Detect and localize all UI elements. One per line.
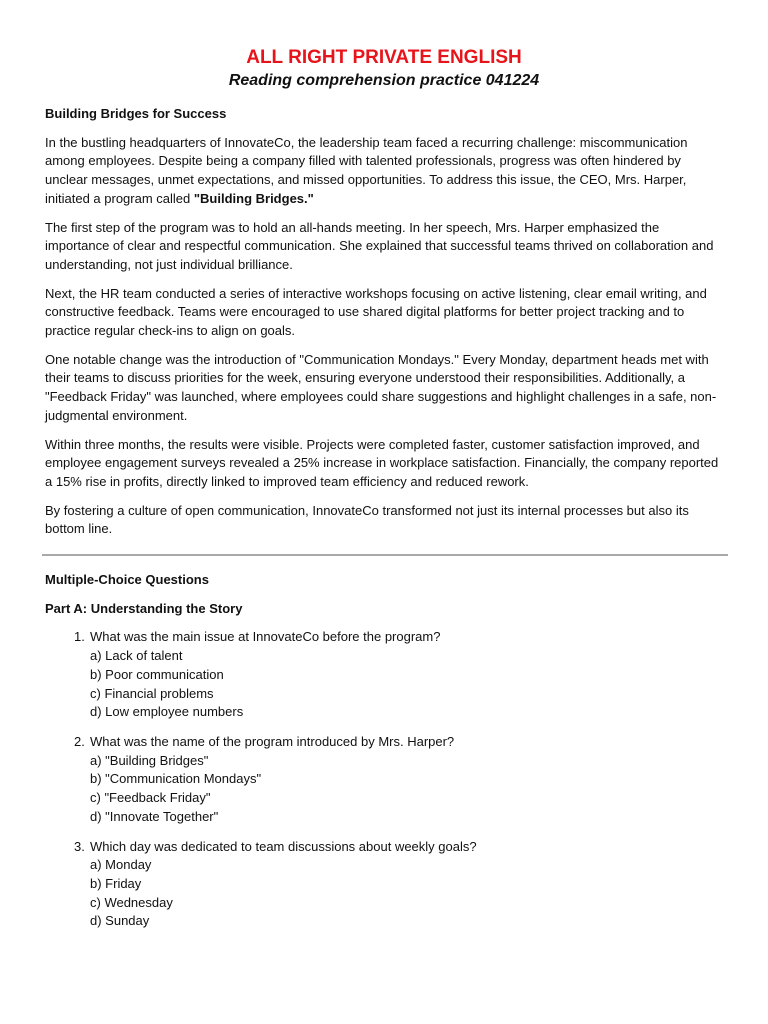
question-1-option-b: b) Poor communication — [90, 666, 224, 682]
question-3-option-d: d) Sunday — [90, 913, 150, 929]
question-3-number: 3. — [74, 838, 85, 854]
question-2-option-a: a) "Building Bridges" — [90, 752, 209, 768]
document-subtitle: Reading comprehension practice 041224 — [228, 72, 540, 89]
question-1-option-a: a) Lack of talent — [90, 648, 183, 664]
question-1-option-d: d) Low employee numbers — [90, 704, 244, 720]
story-paragraph-4: One notable change was the introduction of "Communication Mondays." Every Monday, department heads met with their teams to discuss priorities for the week, ensuring everyone understood their responsibilities. Additionally, a "Feedback Friday" was launched, where employees could share suggestions and highlight challenges in a safe, non-judgmental environment. — [45, 351, 717, 423]
question-3 — [45, 838, 725, 932]
program-name-bold: "Building Bridges." — [193, 190, 314, 206]
story-paragraph-3: Next, the HR team conducted a series of interactive workshops focusing on active listening, clear email writing, and constructive feedback. Teams were encouraged to use shared digital platforms for better project tracking and to practice regular check-ins to align on goals. — [45, 285, 707, 339]
section-divider — [42, 554, 728, 556]
question-3-text: Which day was dedicated to team discussions about weekly goals? — [90, 838, 477, 854]
question-1-text: What was the main issue at InnovateCo before the program? — [90, 629, 441, 645]
story-paragraph-5: Within three months, the results were visible. Projects were completed faster, customer satisfaction improved, and employee engagement surveys revealed a 25% increase in workplace satisfaction. Financially, the company reported a 15% rise in profits, directly linked to improved team efficiency and reduced rework. — [45, 436, 719, 489]
question-2-number: 2. — [74, 733, 85, 749]
question-2-option-d: d) "Innovate Together" — [90, 808, 219, 824]
document-content — [45, 105, 725, 942]
question-3-option-c: c) Wednesday — [90, 894, 173, 910]
question-3-option-a: a) Monday — [90, 857, 152, 873]
question-1 — [45, 628, 725, 722]
question-1-number: 1. — [74, 629, 85, 645]
document-title: ALL RIGHT PRIVATE ENGLISH — [246, 47, 522, 68]
story-paragraph-1 — [45, 134, 725, 209]
story-paragraph-6: By fostering a culture of open communication, InnovateCo transformed not just its internal processes but also its bottom line. — [45, 502, 689, 537]
question-3-option-b: b) Friday — [90, 875, 142, 891]
story-paragraph-2: The first step of the program was to hold an all-hands meeting. In her speech, Mrs. Harper emphasized the importance of clear and respectful communication. She explained that successful teams thrived on collaboration and understanding, not just individual brilliance. — [45, 219, 714, 272]
story-heading: Building Bridges for Success — [45, 106, 227, 121]
question-2-option-b: b) "Communication Mondays" — [90, 771, 262, 787]
questions-heading: Multiple-Choice Questions — [45, 572, 209, 588]
question-1-option-c: c) Financial problems — [90, 685, 214, 701]
story-paragraph-1-text: In the bustling headquarters of InnovateCo, the leadership team faced a recurring challenge: miscommunication among employees. Despite being a company filled with talented professionals, progress was often hindered by unclear messages, unmet expectations, and missed opportunities. To address this issue, the CEO, Mrs. Harper, initiated a program called — [45, 134, 688, 206]
part-a-heading: Part A: Understanding the Story — [45, 600, 243, 616]
question-2-text: What was the name of the program introduced by Mrs. Harper? — [90, 733, 455, 749]
question-2 — [45, 733, 725, 827]
question-2-option-c: c) "Feedback Friday" — [90, 790, 211, 806]
